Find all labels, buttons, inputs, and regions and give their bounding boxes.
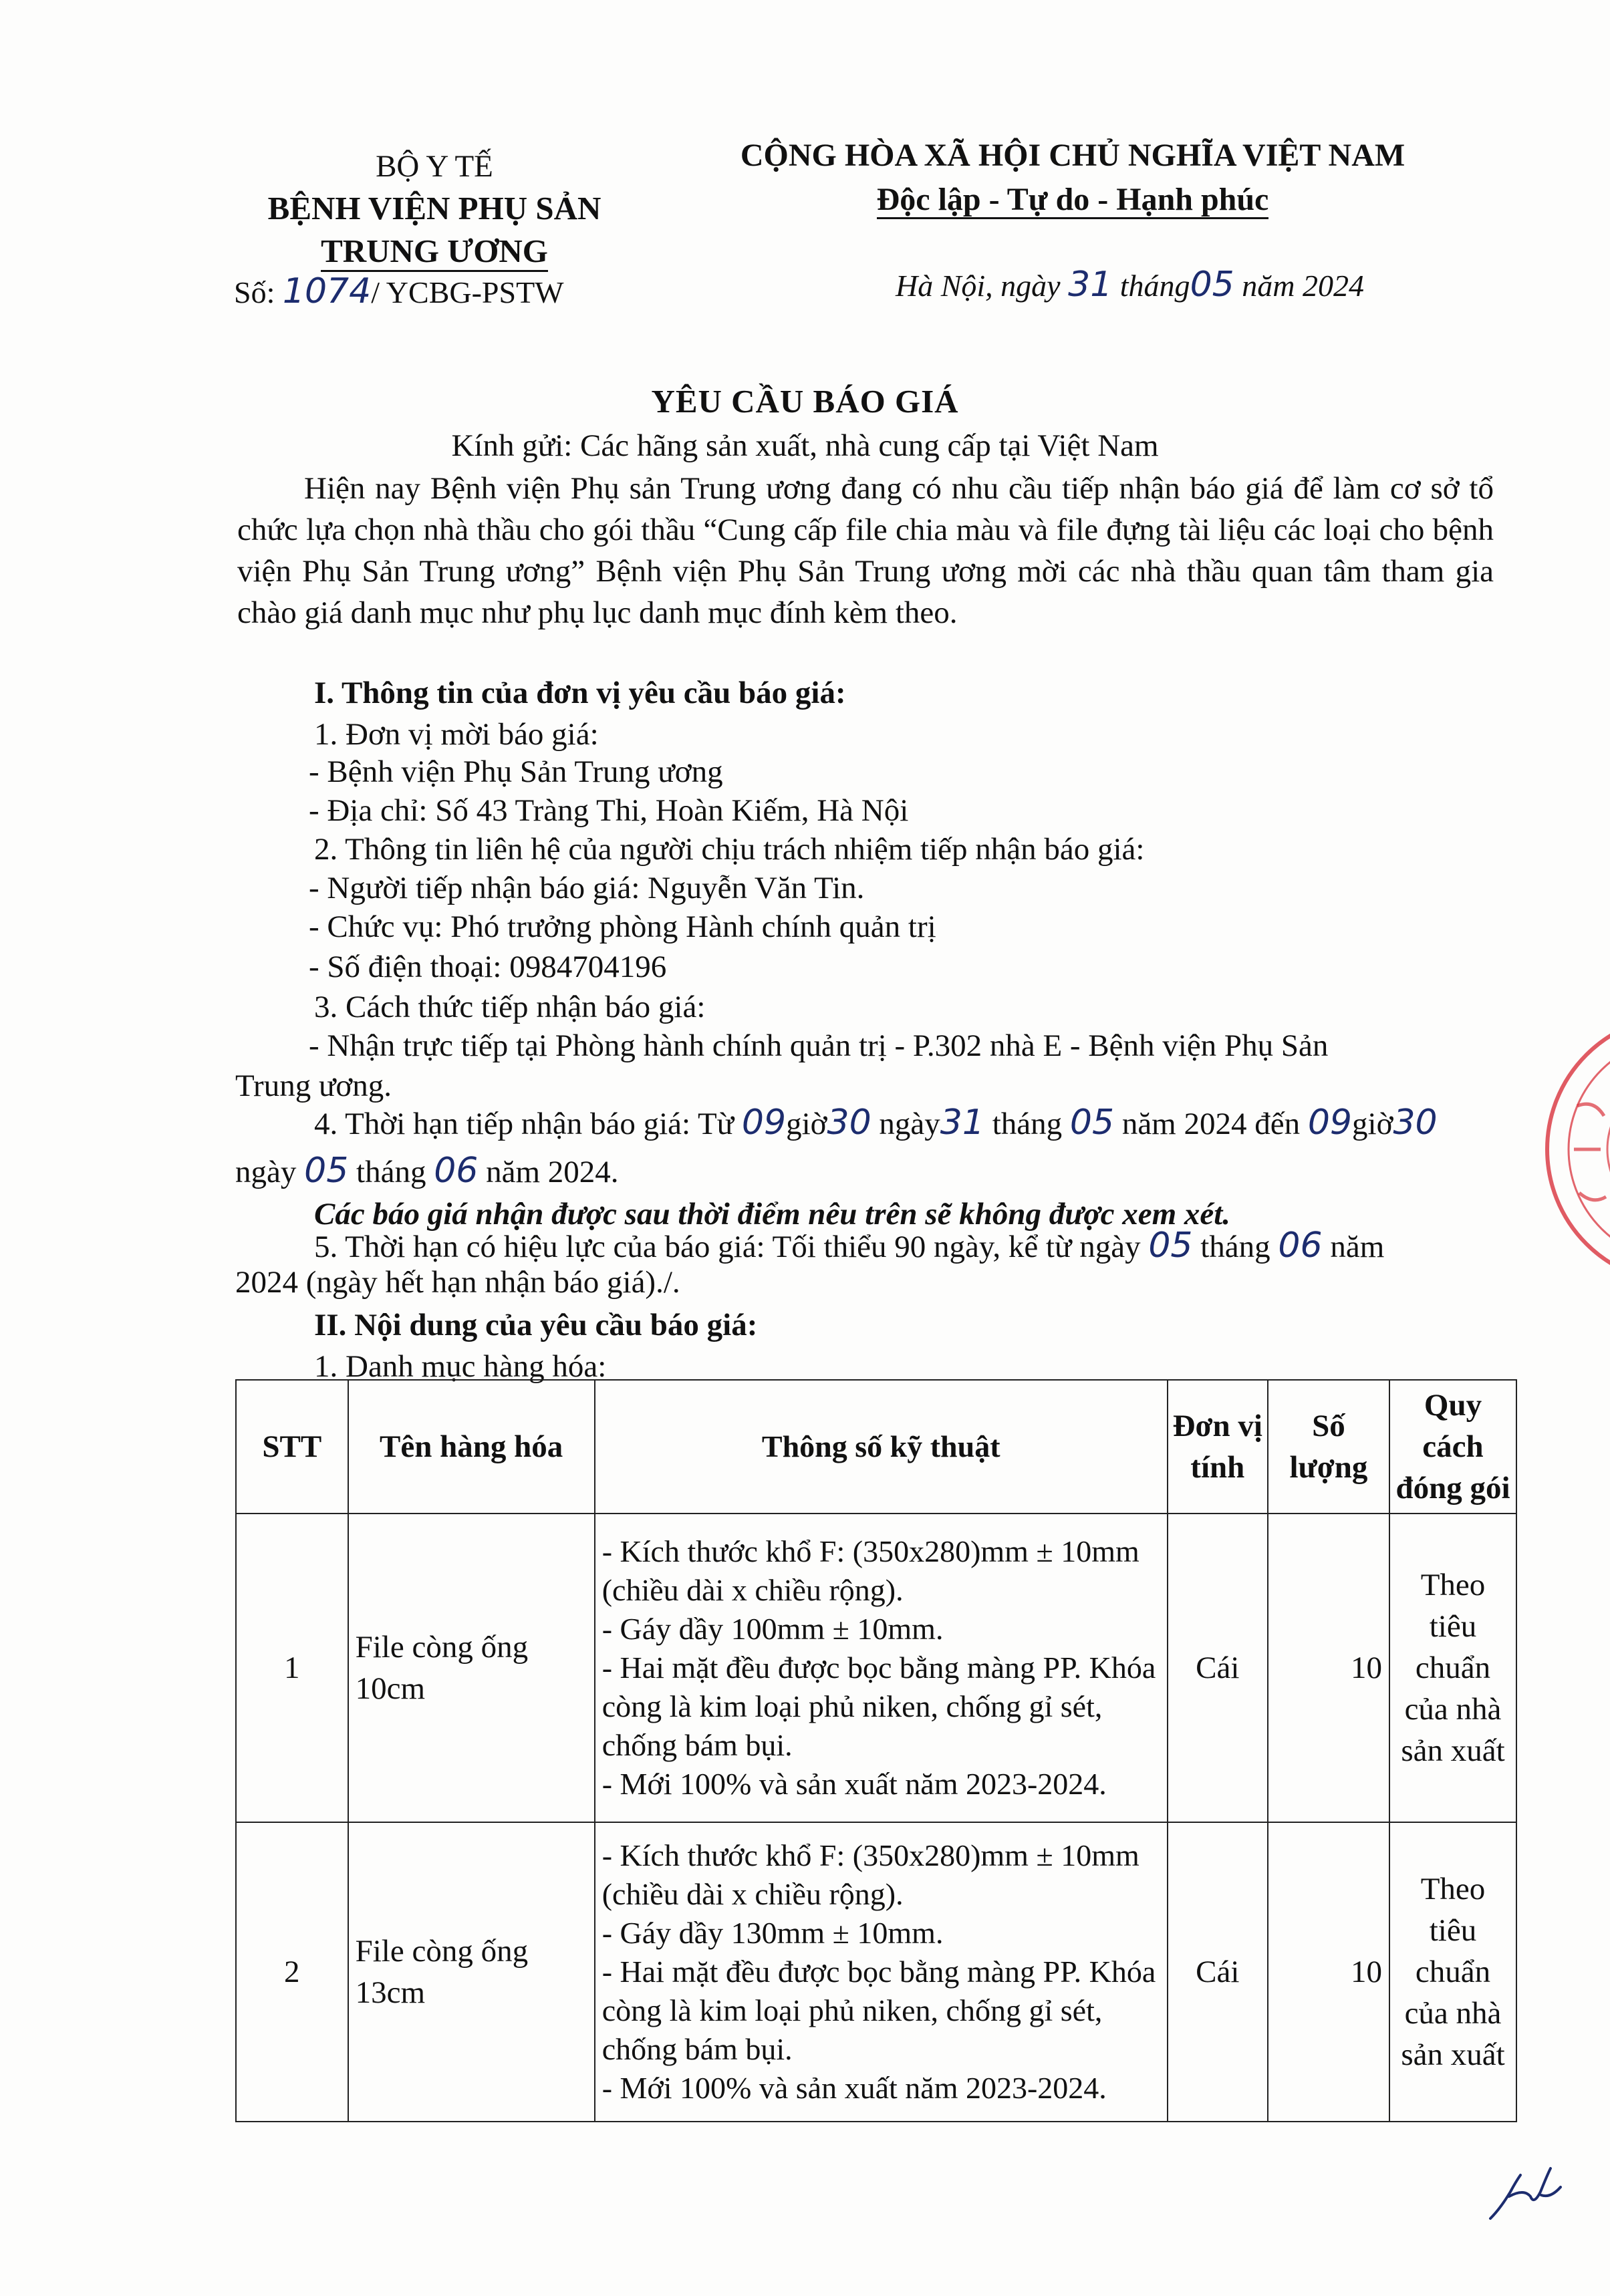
col-pack: Quy cách đóng gói	[1389, 1380, 1516, 1514]
document-title: YÊU CẦU BÁO GIÁ	[651, 383, 959, 420]
col-unit: Đơn vị tính	[1168, 1380, 1268, 1514]
col-spec: Thông số kỹ thuật	[595, 1380, 1168, 1514]
receive-method-line1: - Nhận trực tiếp tại Phòng hành chính quản trị - P.302 nhà E - Bệnh viện Phụ Sản	[309, 1028, 1329, 1063]
handwritten-doc-number: 1074	[282, 271, 372, 311]
receive-method-line2: Trung ương.	[235, 1068, 392, 1103]
receiver-phone: - Số điện thoại: 0984704196	[309, 950, 667, 984]
receiver-name: - Người tiếp nhận báo giá: Nguyễn Văn Tin.	[309, 871, 865, 905]
issuer-block	[200, 146, 668, 273]
row-spec: - Kích thước khổ F: (350x280)mm ± 10mm (chiều dài x chiều rộng). - Gáy dầy 100mm ± 10mm. - Hai mặt đều được bọc bằng màng PP. Khóa còng là kim loại phủ niken, chống gỉ sét, chống bám bụi. - Mới 100% và sản xuất năm 2023-2024.	[595, 1514, 1168, 1822]
section1-item1: 1. Đơn vị mời báo giá:	[314, 717, 599, 752]
section2-item1: 1. Danh mục hàng hóa:	[314, 1349, 607, 1384]
red-seal-stamp	[1527, 1006, 1610, 1293]
row-qty: 10	[1268, 1822, 1389, 2122]
country-name: CỘNG HÒA XÃ HỘI CHỦ NGHĨA VIỆT NAM	[740, 138, 1405, 173]
row-unit: Cái	[1168, 1514, 1268, 1822]
late-quote-warning: Các báo giá nhận được sau thời điểm nêu trên sẽ không được xem xét.	[314, 1197, 1231, 1232]
row-stt: 1	[236, 1514, 348, 1822]
document-number: Số: 1074/ YCBG-PSTW	[234, 271, 564, 311]
national-heading	[688, 134, 1457, 222]
national-motto: Độc lập - Tự do - Hạnh phúc	[877, 182, 1269, 219]
unit-name: - Bệnh viện Phụ Sản Trung ương	[309, 754, 723, 789]
handwritten-day: 31	[1068, 265, 1113, 305]
row-qty: 10	[1268, 1514, 1389, 1822]
section1-heading: I. Thông tin của đơn vị yêu cầu báo giá:	[314, 676, 846, 710]
row-unit: Cái	[1168, 1822, 1268, 2122]
initials-signature	[1484, 2155, 1571, 2229]
row-stt: 2	[236, 1822, 348, 2122]
row-name: File còng ống 10cm	[348, 1514, 595, 1822]
hospital-name-line1: BỆNH VIỆN PHỤ SẢN	[267, 190, 601, 227]
validity-line2: 2024 (ngày hết hạn nhận báo giá)./.	[235, 1265, 680, 1300]
issue-date: Hà Nội, ngày 31 tháng05 năm 2024	[896, 265, 1364, 305]
unit-address: - Địa chỉ: Số 43 Tràng Thi, Hoàn Kiếm, Hà Nội	[309, 793, 909, 828]
row-spec: - Kích thước khổ F: (350x280)mm ± 10mm (chiều dài x chiều rộng). - Gáy dầy 130mm ± 10mm. - Hai mặt đều được bọc bằng màng PP. Khóa còng là kim loại phủ niken, chống gỉ sét, chống bám bụi. - Mới 100% và sản xuất năm 2023-2024.	[595, 1822, 1168, 2122]
salutation: Kính gửi: Các hãng sản xuất, nhà cung cấp tại Việt Nam	[451, 428, 1159, 463]
col-stt: STT	[236, 1380, 348, 1514]
deadline-line2: ngày 05 tháng 06 năm 2024.	[235, 1151, 619, 1191]
table-row	[236, 1822, 1516, 2122]
receiver-position: - Chức vụ: Phó trưởng phòng Hành chính quản trị	[309, 909, 936, 944]
section1-item3: 3. Cách thức tiếp nhận báo giá:	[314, 990, 706, 1024]
handwritten-month: 05	[1190, 265, 1234, 305]
row-name: File còng ống 13cm	[348, 1822, 595, 2122]
intro-paragraph: Hiện nay Bệnh viện Phụ sản Trung ương đang có nhu cầu tiếp nhận báo giá để làm cơ sở tổ chức lựa chọn nhà thầu cho gói thầu “Cung cấp file chia màu và file đựng tài liệu các loại cho bệnh viện Phụ Sản Trung ương” Bệnh viện Phụ Sản Trung ương mời các nhà thầu quan tâm tham gia chào giá danh mục như phụ lục danh mục đính kèm theo.	[237, 471, 1494, 630]
section1-item2: 2. Thông tin liên hệ của người chịu trách nhiệm tiếp nhận báo giá:	[314, 832, 1145, 867]
goods-table	[235, 1379, 1517, 2122]
ministry-name: BỘ Y TẾ	[376, 149, 493, 184]
table-header-row	[236, 1380, 1516, 1514]
row-pack: Theo tiêu chuẩn của nhà sản xuất	[1389, 1514, 1516, 1822]
table-row	[236, 1514, 1516, 1822]
validity-line1: 5. Thời hạn có hiệu lực của báo giá: Tối thiểu 90 ngày, kể từ ngày 05 tháng 06 năm	[314, 1226, 1385, 1266]
row-pack: Theo tiêu chuẩn của nhà sản xuất	[1389, 1822, 1516, 2122]
col-name: Tên hàng hóa	[348, 1380, 595, 1514]
deadline-line1: 4. Thời hạn tiếp nhận báo giá: Từ 09giờ30 ngày31 tháng 05 năm 2024 đến 09giờ30	[314, 1103, 1438, 1143]
section2-heading: II. Nội dung của yêu cầu báo giá:	[314, 1308, 758, 1342]
col-qty: Số lượng	[1268, 1380, 1389, 1514]
hospital-name-line2: TRUNG ƯƠNG	[321, 233, 548, 272]
